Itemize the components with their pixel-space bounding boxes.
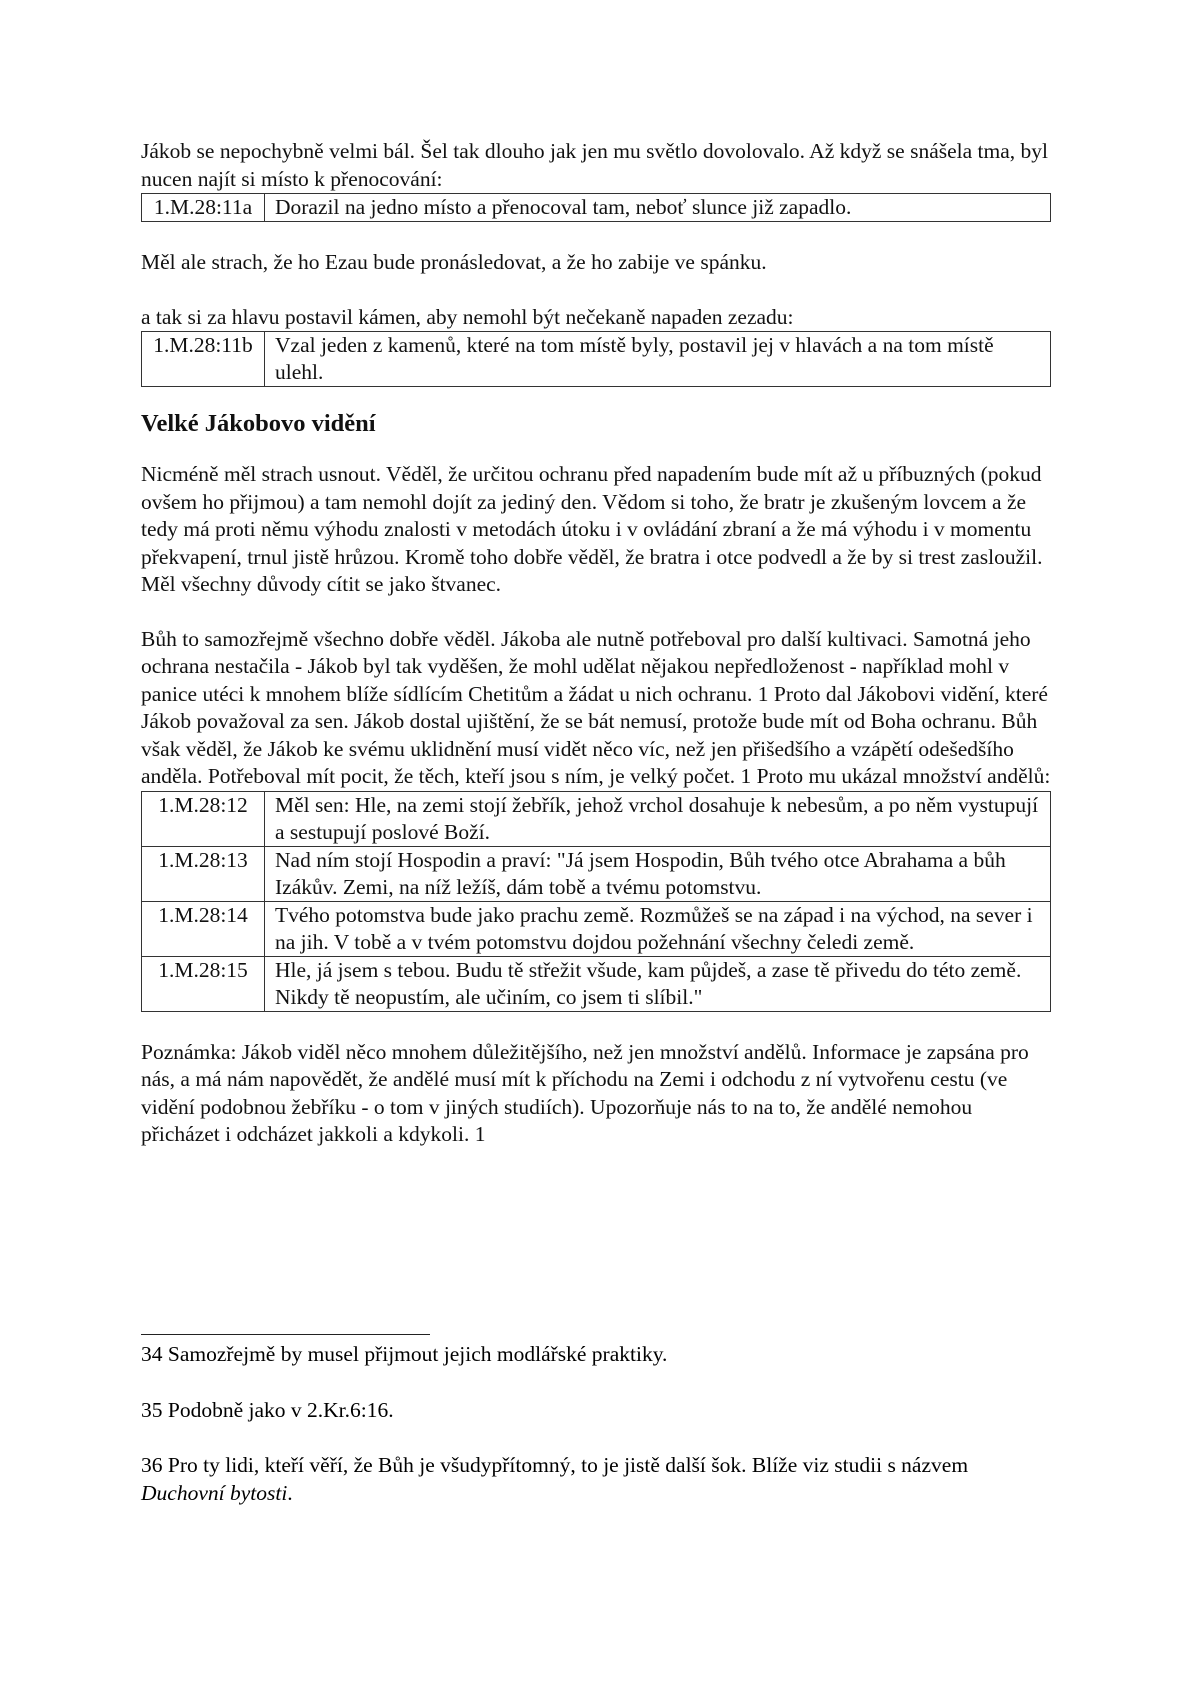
verse-text: Hle, já jsem s tebou. Budu tě střežit všude, kam půjdeš, a zase tě přivedu do této země. Nikdy tě neopustím, ale učiním, co jsem ti slíbil." [265, 956, 1051, 1011]
section-paragraph-1: Nicméně měl strach usnout. Věděl, že určitou ochranu před napadením bude mít až u příbuzných (pokud ovšem ho přijmou) a tam nemohl dojít za jediný den. Vědom si toho, že bratr je zkušeným lovcem a že tedy má proti němu výhodu znalosti v metodách útoku i v ovládání zbraní a že má výhodu i v momentu překvapení, trnul jistě hrůzou. Kromě toho dobře věděl, že bratra i otce podvedl a že by si trest zasloužil. Měl všechny důvody cítit se jako štvanec. [141, 462, 1043, 596]
verse-text: Nad ním stojí Hospodin a praví: "Já jsem Hospodin, Bůh tvého otce Abrahama a bůh Izákův. Zemi, na níž ležíš, dám tobě a tvému potomstvu. [265, 846, 1051, 901]
note-paragraph: Poznámka: Jákob viděl něco mnohem důležitějšího, než jen množství andělů. Informace je zapsána pro nás, a má nám napovědět, že andělé musí mít k příchodu na Zemi i odchodu z ní vytvořenu cestu (ve vidění podobnou žebříku - o tom v jiných studiích). Upozorňuje nás to na to, že andělé nemohou přicházet i odcházet jakkoli a kdykoli. 1 [141, 1039, 1029, 1146]
section-paragraph-2: Bůh to samozřejmě všechno dobře věděl. Jákoba ale nutně potřeboval pro další kultivaci. Samotná jeho ochrana nestačila - Jákob byl tak vyděšen, že mohl udělat nějakou nepředloženost - například mohl v panice utéci k mnohem blíže sídlícím Chetitům a žádat u nich ochranu. 1 Proto dal Jákobovi vidění, které Jákob považoval za sen. Jákob dostal ujištění, že se bát nemusí, protože bude mít od Boha ochranu. Bůh však věděl, že Jákob ke svému uklidnění musí vidět něco víc, než jen přišedšího a vzápětí odešedšího anděla. Potřeboval mít pocit, že těch, kteří jsou s ním, je velký počet. 1 Proto mu ukázal množství andělů: [141, 626, 1051, 788]
intro-paragraph-2: Měl ale strach, že ho Ezau bude pronásledovat, a že ho zabije ve spánku. [141, 250, 767, 274]
document-page [141, 138, 1051, 1149]
footnote-36-end: . [287, 1480, 293, 1505]
verse-ref: 1.M.28:13 [142, 846, 265, 901]
intro-paragraph-1: Jákob se nepochybně velmi bál. Šel tak dlouho jak jen mu světlo dovolovalo. Až když se snášela tma, byl nucen najít si místo k přenocování: [141, 139, 1048, 191]
verse-ref: 1.M.28:11a [142, 194, 265, 222]
verse-row [142, 332, 1051, 387]
verse-row [142, 901, 1051, 956]
verse-row [142, 791, 1051, 846]
footnotes [141, 1334, 1051, 1507]
verse-table-12-15 [141, 791, 1051, 1012]
verse-ref: 1.M.28:15 [142, 956, 265, 1011]
intro-paragraph-3: a tak si za hlavu postavil kámen, aby nemohl být nečekaně napaden zezadu: [141, 304, 794, 329]
verse-row [142, 846, 1051, 901]
verse-ref: 1.M.28:11b [142, 332, 265, 387]
footnote-34: 34 Samozřejmě by musel přijmout jejich modlářské praktiky. [141, 1342, 668, 1366]
verse-row [142, 956, 1051, 1011]
verse-table-11b [141, 331, 1051, 387]
verse-text: Vzal jeden z kamenů, které na tom místě byly, postavil jej v hlavách a na tom místě ulehl. [265, 332, 1051, 387]
footnote-36-study-title: Duchovní bytosti [141, 1480, 288, 1505]
section-heading: Velké Jákobovo vidění [141, 410, 376, 437]
verse-ref: 1.M.28:12 [142, 791, 265, 846]
footnote-35: 35 Podobně jako v 2.Kr.6:16. [141, 1397, 394, 1422]
verse-ref: 1.M.28:14 [142, 901, 265, 956]
verse-row [142, 194, 1051, 222]
verse-table-11a [141, 193, 1051, 222]
verse-text: Dorazil na jedno místo a přenocoval tam, neboť slunce již zapadlo. [265, 194, 1051, 222]
footnote-36 [141, 1452, 1051, 1507]
verse-text: Měl sen: Hle, na zemi stojí žebřík, jehož vrchol dosahuje k nebesům, a po něm vystupují a sestupují poslové Boží. [265, 791, 1051, 846]
footnote-36-text: 36 Pro ty lidi, kteří věří, že Bůh je všudypřítomný, to je jistě další šok. Blíže viz studii s názvem [141, 1453, 969, 1477]
verse-text: Tvého potomstva bude jako prachu země. Rozmůžeš se na západ i na východ, na sever i na jih. V tobě a v tvém potomstvu dojdou požehnání všechny čeledi země. [265, 901, 1051, 956]
